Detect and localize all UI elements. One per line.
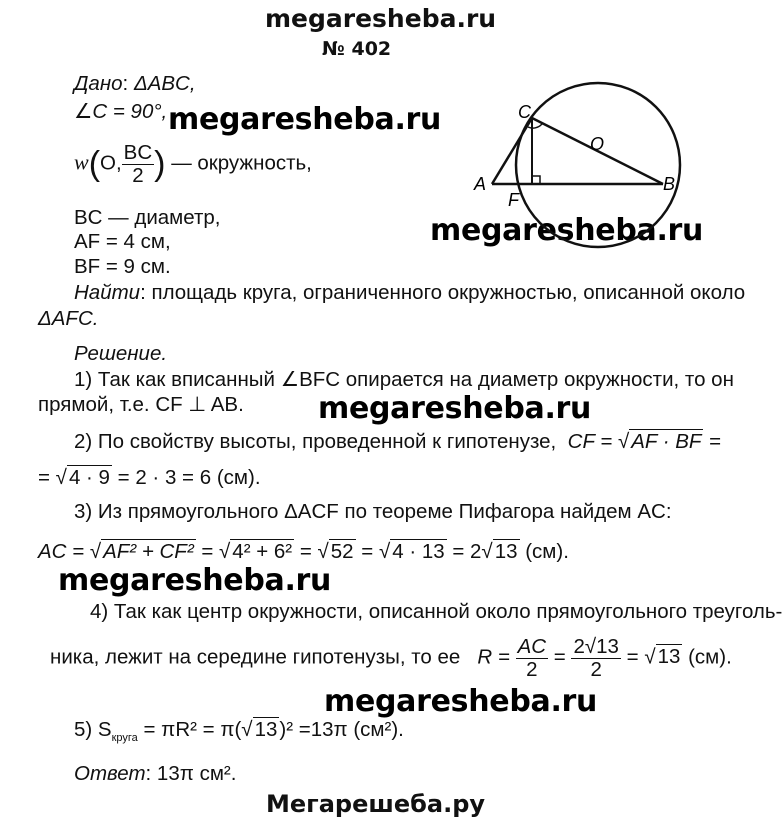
step-4b-den2: 2 [590, 657, 602, 681]
watermark-1: megaresheba.ru [168, 102, 442, 137]
step-2a: 2) По свойству высоты, проведенной к гипотенузе, CF = √AF · BF = [74, 430, 722, 453]
given-angle: ∠C = 90°, [74, 100, 168, 123]
step-4a: 4) Так как центр окружности, описанной около прямоугольного треуголь- [90, 600, 782, 623]
step-3a: 3) Из прямоугольного ΔACF по теореме Пифагора найдем AC: [74, 500, 672, 523]
step-2b-eq: = [38, 466, 50, 489]
circle-center: O, [100, 151, 122, 175]
step-2b: = √4 · 9 = 2 · 3 = 6 (см). [38, 466, 261, 489]
watermark-5: megaresheba.ru [324, 684, 598, 719]
find-line-2: ΔAFC. [38, 307, 99, 330]
circle-symbol: w [74, 149, 89, 175]
circle-text: — окружность, [171, 151, 312, 175]
step-4b-frac2 [571, 636, 620, 680]
given-diameter: BC — диаметр, [74, 206, 221, 229]
given-af: AF = 4 см, [74, 230, 171, 253]
watermark-3: megaresheba.ru [318, 391, 592, 426]
step-4b-frac1 [516, 636, 548, 680]
step-4b-eq2: = [626, 645, 639, 669]
circle-radius-den: 2 [132, 163, 144, 187]
given-label: Дано [74, 72, 123, 95]
step-5-rad: 13 [254, 718, 278, 741]
step-3b-rad4: 4 · 13 [392, 540, 445, 563]
step-4b-eq1: = [553, 645, 566, 669]
step-2b-radicand: 4 · 9 [68, 466, 110, 489]
circle-radius-fraction [122, 142, 154, 186]
step-3b-unit: (см). [525, 540, 569, 563]
given-bf: BF = 9 см. [74, 255, 171, 278]
step-4b-den1: 2 [526, 657, 538, 681]
step-3b-eq2: = [299, 540, 312, 563]
label-c: C [518, 102, 531, 122]
step-4b-num2: 2√13 [573, 635, 619, 658]
step-5-post: )² =13π (см²). [279, 718, 404, 741]
header-site: megaresheba.ru [265, 4, 497, 33]
find-label: Найти [74, 281, 141, 304]
step-4b: ника, лежит на середине гипотенузы, то ее R = $\frac{AC}{2}$ = $\frac{2√13}{2}$ = √13 (см). [50, 635, 732, 681]
given-circle: w(O, $\frac{BC}{2}$ ) — окружность, [74, 141, 312, 187]
given-triangle: ΔABC, [133, 72, 196, 95]
circumscribed-circle [516, 83, 680, 247]
step-3b-eq4: = 2 [452, 540, 482, 563]
label-b: B [663, 174, 676, 194]
step-2b-rest: = 2 · 3 = 6 (см). [117, 466, 261, 489]
step-4b-rad: 13 [657, 645, 681, 669]
step-3b-rad2: 4² + 6² [232, 540, 293, 563]
footer-site: Мегарешеба.ру [266, 790, 486, 818]
step-3b-lhs: AC = [38, 540, 85, 563]
step-4b-num1: AC [517, 635, 547, 658]
step-3b-eq3: = [361, 540, 374, 563]
step-3b-rad1: AF² + CF² [103, 540, 194, 563]
find-line-1 [74, 281, 745, 305]
label-f: F [508, 190, 519, 210]
solution-label: Решение. [74, 342, 168, 365]
given-line-1: Дано: ΔABC, [74, 72, 196, 95]
step-3b-rad5: 13 [494, 540, 518, 563]
step-5-sub: круга [111, 732, 138, 745]
step-1a: 1) Так как вписанный ∠BFC опирается на диаметр окружности, то он [74, 368, 734, 391]
answer-text: : 13π см². [145, 762, 237, 785]
circle-radius-num: BC [123, 141, 153, 164]
watermark-2: megaresheba.ru [430, 213, 704, 248]
watermark-4: megaresheba.ru [58, 563, 332, 598]
step-2a-lhs: CF = [567, 430, 613, 453]
label-a: A [474, 174, 487, 194]
problem-number: № 402 [322, 38, 392, 60]
geometry-figure [470, 80, 690, 250]
step-3b-eq1: = [201, 540, 214, 563]
label-o: O [590, 134, 605, 154]
step-3b: AC = √AF² + CF² = √4² + 6² = √52 = √4 · 13 = 2√13 (см). [38, 540, 569, 563]
step-4b-text: ника, лежит на середине гипотенузы, то ее [50, 645, 461, 669]
step-2a-radicand: AF · BF [631, 430, 702, 453]
side-ac [492, 118, 532, 184]
step-3b-rad3: 52 [330, 540, 354, 563]
step-4b-unit: (см). [688, 645, 732, 669]
step-5-pre: 5) S [74, 718, 112, 741]
angle-mark-c [528, 124, 542, 128]
step-5-mid: = πR² = π( [143, 718, 242, 741]
step-4b-R: R = [477, 645, 510, 669]
find-text: : площадь круга, ограниченного окружностью, описанной около [140, 281, 746, 304]
answer-label: Ответ [74, 762, 146, 785]
step-2a-text: 2) По свойству высоты, проведенной к гипотенузе, [74, 430, 557, 453]
step-5: 5) $S_{круга} = \pi R^2 = \pi(√13)^2 =13\pi$ (см²). [74, 718, 404, 745]
step-1b: прямой, т.е. CF ⊥ AB. [38, 393, 244, 416]
answer [74, 762, 236, 786]
step-2a-eq: = [709, 430, 722, 453]
